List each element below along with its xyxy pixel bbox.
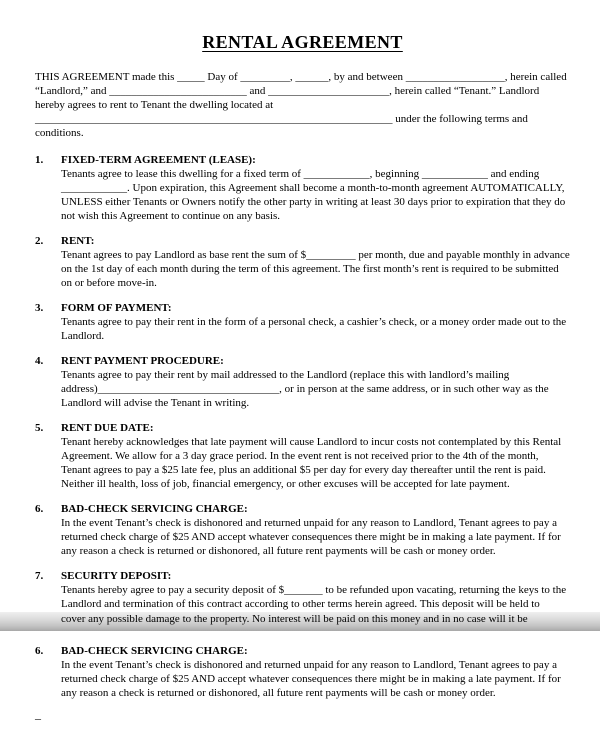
document-title: RENTAL AGREEMENT (202, 32, 403, 52)
section-body: Tenants agree to pay their rent by mail addressed to the Landlord (replace this with landlord’s mailing address)_________________________________, or in person at the same address, or in such other way as the Landlord will advise the Tenant in writing. (61, 369, 549, 409)
section-number: 3. (35, 302, 44, 314)
section-body: Tenants agree to pay their rent in the form of a personal check, a cashier’s check, or a money order made out to the Landlord. (61, 316, 567, 342)
intro-paragraph: THIS AGREEMENT made this _____ Day of _________, ______, by and between __________________, herein called “Landlord,” and _________________________ and ______________________, herein called “Tenant.” Landlord hereby agrees to rent to Tenant the dwelling located at _________________________________________________________________ under the following terms and conditions. (35, 71, 567, 139)
section-rent-due-date (35, 421, 570, 491)
section-number: 6. (35, 503, 44, 515)
section-security-deposit (35, 569, 570, 633)
section-body: Tenants agree to lease this dwelling for a fixed term of ____________, beginning ____________ and ending ____________. Upon expiration, this Agreement shall become a month-to-month agreement AUTOMATICALLY, UNLESS either Tenants or Owners notify the other party in writing at least 30 days prior to expiration that they do not wish this Agreement to continue on any basis. (61, 168, 566, 222)
section-number: 4. (35, 355, 44, 367)
section-body: Tenant agrees to pay Landlord as base rent the sum of $_________ per month, due and payable monthly in advance on the 1st day of each month during the term of this agreement. The first month’s rent is required to be submitted on or before move-in. (61, 249, 570, 289)
section-number: 7. (35, 570, 44, 582)
section-number: 2. (35, 235, 44, 247)
section-heading: RENT: (61, 235, 95, 247)
section-rent (35, 234, 570, 290)
section-rent-payment-procedure (35, 354, 570, 410)
section-heading: RENT PAYMENT PROCEDURE: (61, 355, 224, 367)
section-bad-check-servicing-charge (35, 502, 570, 558)
section-body: In the event Tenant’s check is dishonored and returned unpaid for any reason to Landlord, Tenant agrees to pay a returned check charge of $25 AND accept whatever consequences there might be in making a late payment. If for any reason a check is returned or dishonored, all future rent payments will be cash or money order. (61, 517, 561, 557)
section-number: 1. (35, 154, 44, 166)
page-footer-dash: – (35, 711, 41, 725)
section-heading: RENT DUE DATE: (61, 422, 154, 434)
section-body: Tenant hereby acknowledges that late payment will cause Landlord to incur costs not contemplated by this Rental Agreement. We allow for a 3 day grace period. In the event rent is not received prior to the 4th of the month, Tenant agrees to pay a $25 late fee, plus an additional $5 per day for every day thereafter until the rent is paid. Neither ill health, loss of job, financial emergency, or other excuses will be accepted for late payment. (61, 436, 562, 490)
section-heading: SECURITY DEPOSIT: (61, 570, 172, 582)
section-heading: FIXED-TERM AGREEMENT (LEASE): (61, 154, 256, 166)
section-heading: FORM OF PAYMENT: (61, 302, 172, 314)
section-heading: BAD-CHECK SERVICING CHARGE: (61, 645, 248, 657)
section-form-of-payment (35, 301, 570, 343)
section-bad-check-servicing-charge-repeat (35, 644, 570, 700)
section-body: In the event Tenant’s check is dishonored and returned unpaid for any reason to Landlord, Tenant agrees to pay a returned check charge of $25 AND accept whatever consequences there might be in making a late payment. If for any reason a check is returned or dishonored, all future rent payments will be cash or money order. (61, 659, 561, 699)
section-body-cutoff-highlight: cover any possible damage to the property. No interest will be paid on this money and in no case will it be (0, 612, 600, 631)
section-fixed-term-agreement (35, 153, 570, 223)
section-number: 5. (35, 422, 44, 434)
section-body: Tenants hereby agree to pay a security deposit of $_______ to be refunded upon vacating, returning the keys to the Landlord and termination of this contract according to other terms herein agreed. This deposit will be held to (61, 584, 567, 610)
section-heading: BAD-CHECK SERVICING CHARGE: (61, 503, 248, 515)
section-number: 6. (35, 645, 44, 657)
